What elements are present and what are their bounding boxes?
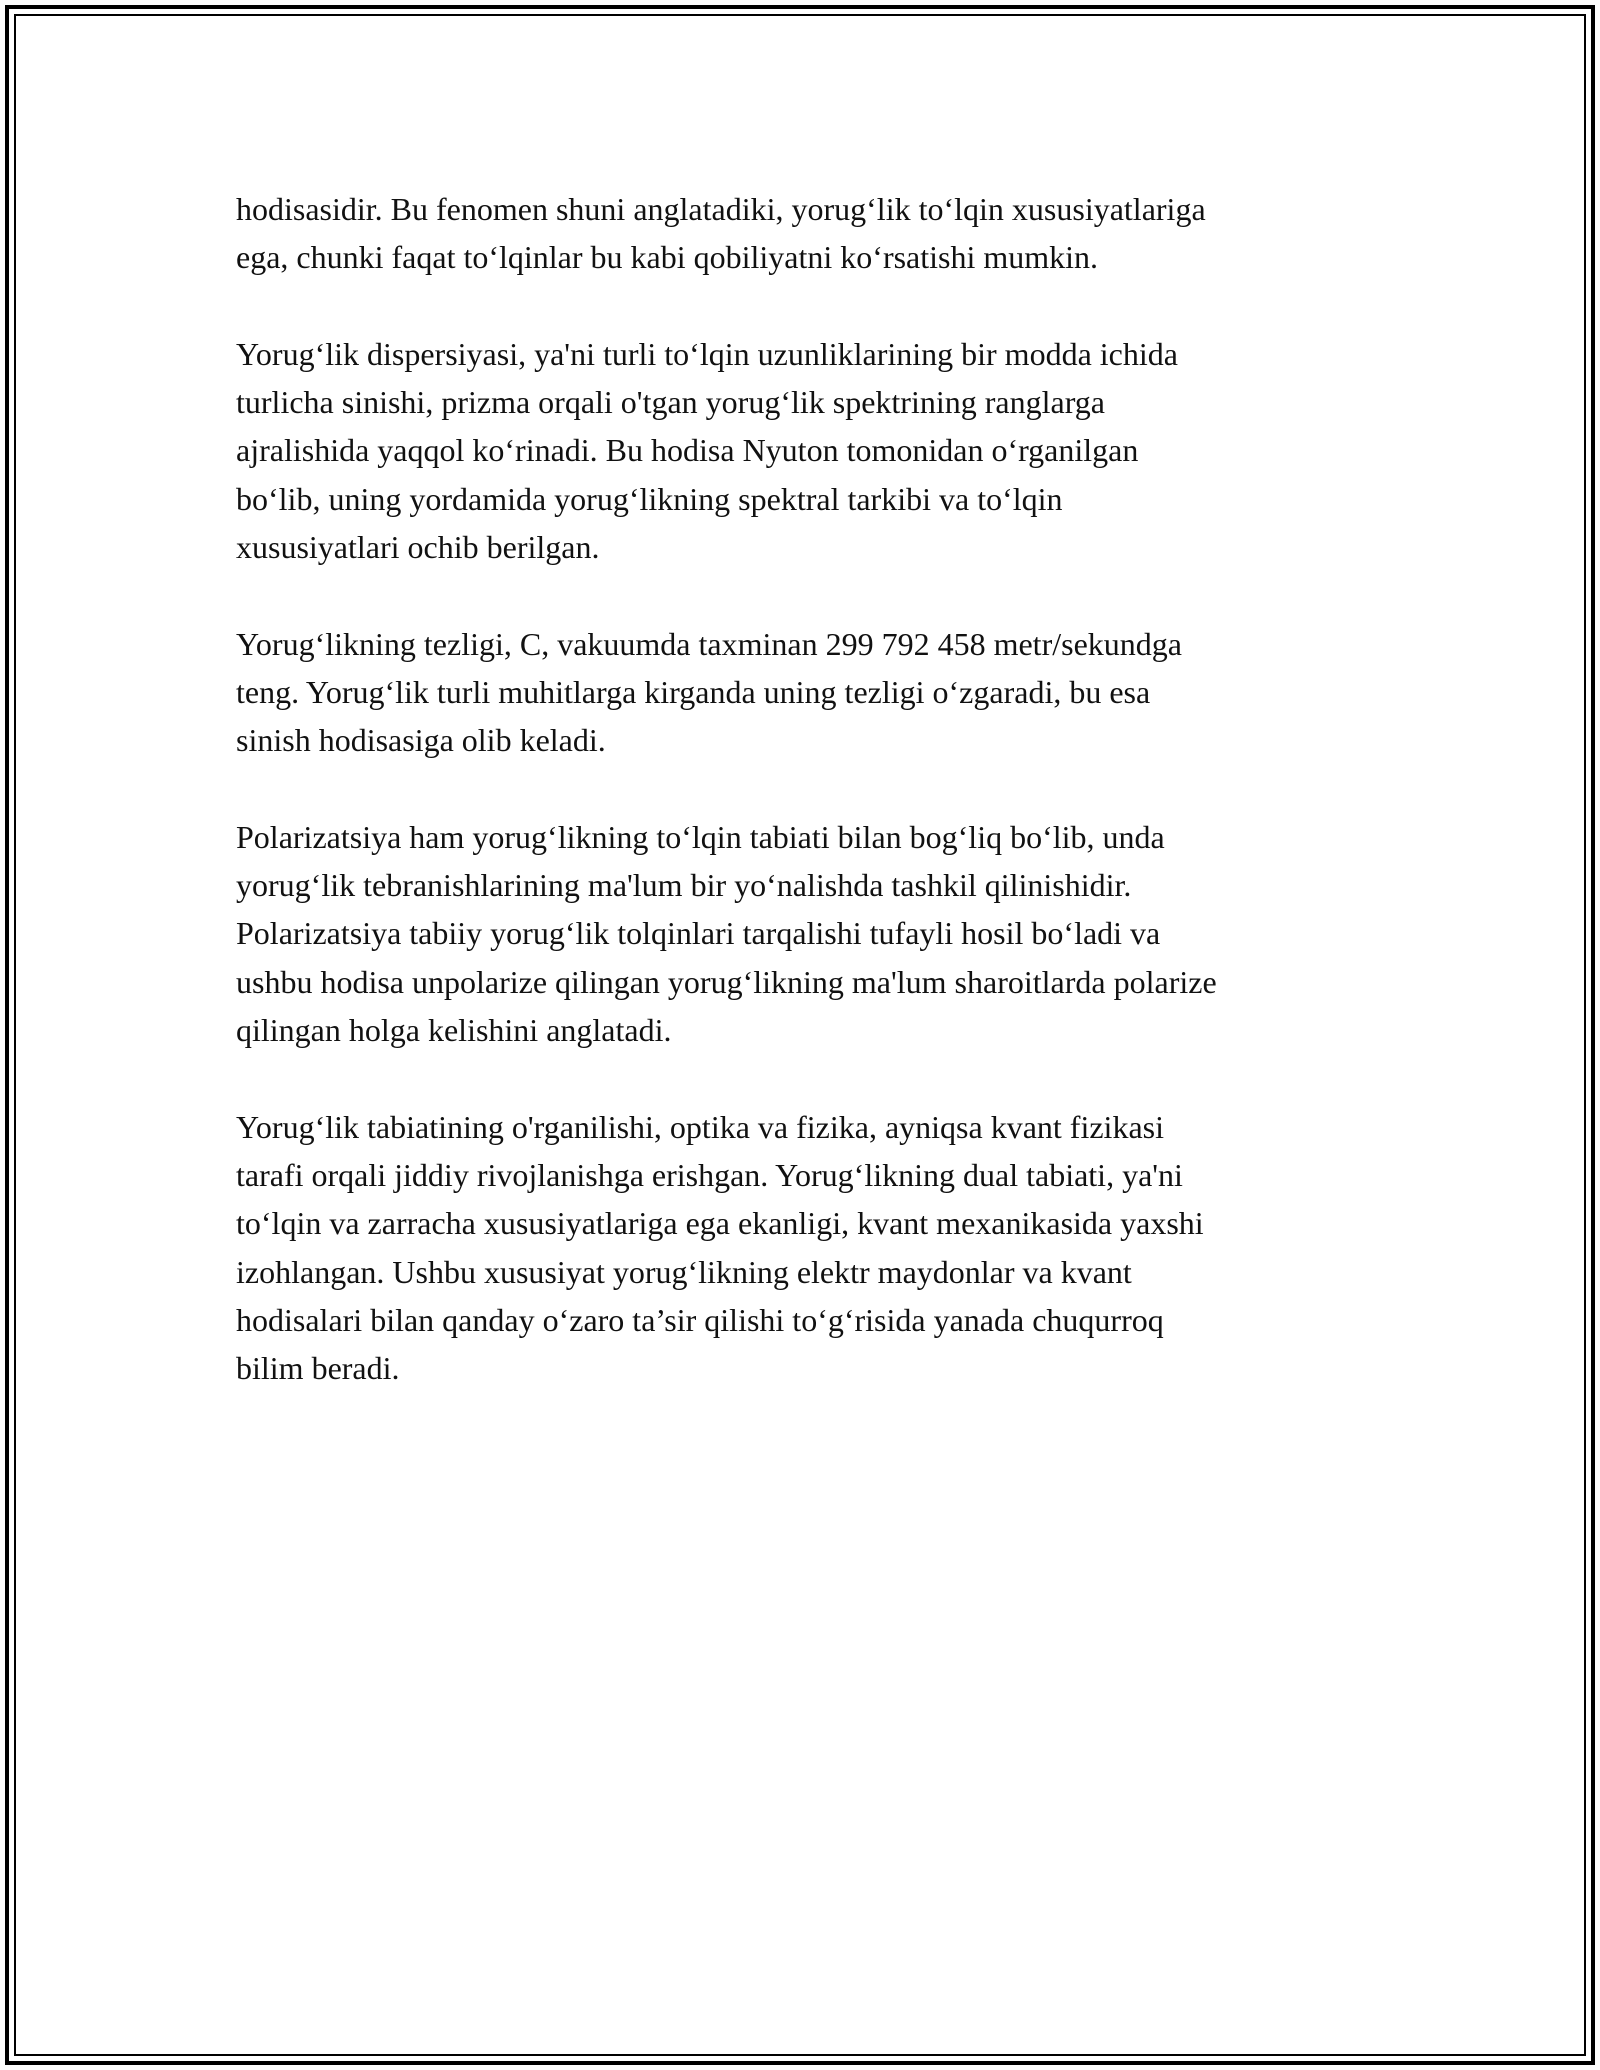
document-body xyxy=(236,185,1376,1441)
paragraph-3: Yorug‘likning tezligi, C, vakuumda taxminan 299 792 458 metr/sekundga teng. Yorug‘lik turli muhitlarga kirganda uning tezligi o‘zgaradi, bu esa sinish hodisasiga olib keladi. xyxy=(236,625,1182,759)
paragraph-4: Polarizatsiya ham yorug‘likning to‘lqin tabiati bilan bog‘liq bo‘lib, unda yorug‘lik tebranishlarining ma'lum bir yo‘nalishda tashkil qilinishidir. Polarizatsiya tabiiy yorug‘lik tolqinlari tarqalishi tufayli hosil bo‘ladi va ushbu hodisa unpolarize qilingan yorug‘likning ma'lum sharoitlarda polarize qilingan holga kelishini anglatadi. xyxy=(236,818,1217,1049)
paragraph-1: hodisasidir. Bu fenomen shuni anglatadiki, yorug‘lik to‘lqin xususiyatlariga ega, chunki faqat to‘lqinlar bu kabi qobiliyatni ko‘rsatishi mumkin. xyxy=(236,191,1206,276)
paragraph-2: Yorug‘lik dispersiyasi, ya'ni turli to‘lqin uzunliklarining bir modda ichida turlicha sinishi, prizma orqali o'tgan yorug‘lik spektrining ranglarga ajralishida yaqqol ko‘rinadi. Bu hodisa Nyuton tomonidan o‘rganilgan bo‘lib, uning yordamida yorug‘likning spektral tarkibi va to‘lqin xususiyatlari ochib berilgan. xyxy=(236,335,1178,566)
paragraph-5: Yorug‘lik tabiatining o'rganilishi, optika va fizika, ayniqsa kvant fizikasi tarafi orqali jiddiy rivojlanishga erishgan. Yorug‘likning dual tabiati, ya'ni to‘lqin va zarracha xususiyatlariga ega ekanligi, kvant mexanikasida yaxshi izohlangan. Ushbu xususiyat yorug‘likning elektr maydonlar va kvant hodisalari bilan qanday o‘zaro ta’sir qilishi to‘g‘risida yanada chuqurroq bilim beradi. xyxy=(236,1108,1204,1387)
